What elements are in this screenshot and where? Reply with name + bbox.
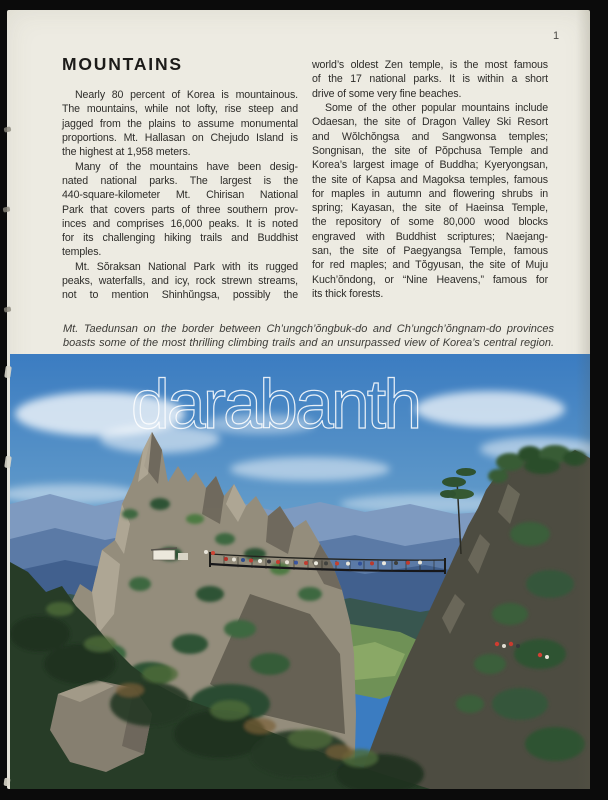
- paragraph: [62, 88, 298, 160]
- text-line: the site of Kapsa and Magoksa temples, famous: [312, 173, 548, 186]
- text-line: for its challenging hiking trails and Buddhist: [62, 232, 298, 245]
- text-line: spring; Kayasan, the site of Haeinsa Temple,: [312, 202, 548, 215]
- text-line: san, the site of Paegyangsa Temple, famous: [312, 245, 548, 258]
- page: [7, 10, 590, 789]
- text-line: the repository of some 80,000 wood blocks: [312, 216, 548, 229]
- text-line: temples.: [62, 246, 102, 259]
- text-line: Many of the mountains have been desig-: [75, 160, 298, 173]
- text-line: drive of some very fine beaches.: [312, 87, 462, 100]
- left-column: [62, 88, 298, 303]
- watermark-text: darabanth: [130, 365, 420, 443]
- text-line: the highest at 1,958 meters.: [62, 146, 191, 159]
- photo-caption: [63, 322, 554, 350]
- text-line: jagged from the plains to assume monumental: [62, 117, 298, 130]
- text-line: Mt. Taedunsan on the border between Ch’ungch’ŏngbuk-do and Ch’ungch’ŏngnam-do provinces: [63, 323, 554, 335]
- paragraph: [312, 101, 548, 301]
- text-line: proportions. Mt. Hallasan on Chejudo Island is: [62, 131, 298, 144]
- text-line: Mt. Sŏraksan National Park with its rugged: [75, 260, 298, 273]
- text-line: The mountains, while not lofty, rise steep and: [62, 103, 298, 116]
- text-line: 440-square-kilometer Mt. Chirisan National: [62, 189, 298, 202]
- text-line: boasts some of the most thrilling climbing trails and an unsurpassed view of Korea’s central region.: [63, 337, 554, 349]
- page-number: 1: [553, 30, 560, 42]
- binding-mark: [3, 778, 10, 787]
- text-line: world’s oldest Zen temple, is the most famous: [312, 59, 548, 71]
- text-line: and Wŏlchŏngsa and Sangwonsa temples;: [312, 130, 548, 143]
- text-line: engraved with Buddhist scriptures; Naejang-: [312, 230, 548, 243]
- paragraph: [62, 260, 298, 303]
- text-line: Nearly 80 percent of Korea is mountainous.: [75, 89, 298, 101]
- paragraph: [312, 58, 548, 101]
- section-title: MOUNTAINS: [62, 54, 183, 74]
- text-line: for maples in autumn and flowering shrubs in: [312, 187, 548, 200]
- photo: [10, 354, 590, 789]
- text-line: of the 17 national parks. It is within a short: [312, 73, 548, 86]
- text-line: nated national parks. The largest is the: [62, 174, 298, 187]
- text-line: Park that covers parts of three southern prov-: [62, 203, 298, 216]
- text-line: for red maples; and Tŏgyusan, the site of Muju: [312, 259, 548, 272]
- right-column: [312, 58, 548, 301]
- text-line: inces and comprises 16,000 peaks. It is noted: [62, 217, 298, 230]
- text-line: Korea’s largest image of Buddha; Kyeryongsan,: [312, 159, 548, 172]
- text-line: Some of the other popular mountains include: [325, 101, 548, 114]
- paragraph: [62, 160, 298, 260]
- text-line: not to mention Shinhŭngsa, possibly the: [62, 289, 298, 302]
- text-line: its thick forests.: [312, 288, 384, 300]
- text-line: peaks, waterfalls, and icy, rock strewn streams,: [62, 275, 298, 288]
- text-line: Odaesan, the site of Dragon Valley Ski Resort: [312, 116, 548, 129]
- text-line: Songnisan, the site of Pŏpchusa Temple and: [312, 144, 548, 157]
- text-line: Kuch’ŏndong, or “Nine Heavens,” famous for: [312, 273, 548, 286]
- photo-illustration: [10, 354, 590, 789]
